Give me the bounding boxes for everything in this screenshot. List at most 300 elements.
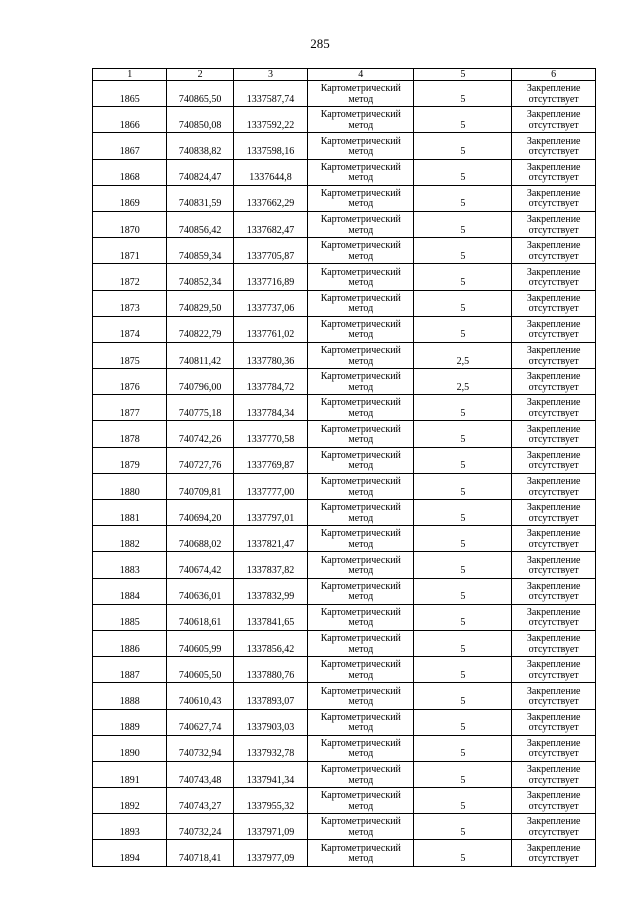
point-number-cell: 1866 (93, 107, 167, 133)
table-row (93, 709, 596, 735)
fixing-cell (512, 159, 596, 185)
method-cell-line-1: Картометрический (320, 345, 401, 357)
x-coordinate-cell: 740674,42 (167, 552, 233, 578)
method-cell-line-2: метод (348, 329, 374, 341)
fixing-cell (512, 683, 596, 709)
method-cell-line-1: Картометрический (320, 633, 401, 645)
method-cell (308, 316, 414, 342)
method-cell-line-1: Картометрический (320, 790, 401, 802)
fixing-cell (512, 500, 596, 526)
fixing-cell (512, 421, 596, 447)
fixing-cell-line-1: Закрепление (526, 580, 581, 592)
accuracy-cell: 2,5 (414, 342, 512, 368)
y-coordinate-cell: 1337598,16 (233, 133, 307, 159)
x-coordinate-cell: 740796,00 (167, 369, 233, 395)
method-cell-line-1: Картометрический (320, 842, 401, 854)
accuracy-cell: 5 (414, 735, 512, 761)
fixing-cell (512, 369, 596, 395)
method-cell-line-1: Картометрический (320, 240, 401, 252)
method-cell-line-2: метод (348, 303, 374, 315)
method-cell (308, 238, 414, 264)
method-cell (308, 342, 414, 368)
x-coordinate-cell: 740732,94 (167, 735, 233, 761)
y-coordinate-cell: 1337770,58 (233, 421, 307, 447)
table-row (93, 395, 596, 421)
accuracy-cell: 5 (414, 107, 512, 133)
method-cell (308, 133, 414, 159)
method-cell-line-2: метод (348, 172, 374, 184)
fixing-cell-line-1: Закрепление (526, 711, 581, 723)
method-cell-line-1: Картометрический (320, 449, 401, 461)
table-row (93, 107, 596, 133)
fixing-cell-line-1: Закрепление (526, 135, 581, 147)
x-coordinate-cell: 740775,18 (167, 395, 233, 421)
y-coordinate-cell: 1337903,03 (233, 709, 307, 735)
y-coordinate-cell: 1337880,76 (233, 657, 307, 683)
method-cell (308, 473, 414, 499)
accuracy-cell: 5 (414, 264, 512, 290)
method-cell-line-2: метод (348, 696, 374, 707)
fixing-cell-line-1: Закрепление (526, 371, 581, 383)
fixing-cell-line-2: отсутствует (528, 93, 579, 105)
fixing-cell (512, 107, 596, 133)
point-number-cell: 1871 (93, 238, 167, 264)
accuracy-cell: 5 (414, 421, 512, 447)
method-cell-line-1: Картометрический (320, 292, 401, 304)
fixing-cell (512, 447, 596, 473)
method-cell-line-1: Картометрический (320, 580, 401, 592)
method-cell-line-2: метод (348, 669, 374, 681)
accuracy-cell: 5 (414, 500, 512, 526)
accuracy-cell: 5 (414, 683, 512, 709)
fixing-cell (512, 657, 596, 683)
x-coordinate-cell: 740688,02 (167, 526, 233, 552)
fixing-cell-line-2: отсутствует (528, 146, 579, 158)
method-cell-line-1: Картометрический (320, 606, 401, 618)
fixing-cell-line-2: отсутствует (528, 722, 579, 734)
method-cell-line-1: Картометрический (320, 266, 401, 278)
y-coordinate-cell: 1337971,09 (233, 814, 307, 840)
table-row (93, 630, 596, 656)
fixing-cell (512, 761, 596, 787)
x-coordinate-cell: 740709,81 (167, 473, 233, 499)
y-coordinate-cell: 1337592,22 (233, 107, 307, 133)
method-cell-line-1: Картометрический (320, 711, 401, 723)
point-number-cell: 1881 (93, 500, 167, 526)
fixing-cell (512, 735, 596, 761)
fixing-cell-line-1: Закрепление (526, 842, 581, 854)
y-coordinate-cell: 1337737,06 (233, 290, 307, 316)
method-cell-line-1: Картометрический (320, 528, 401, 540)
fixing-cell-line-1: Закрепление (526, 528, 581, 540)
fixing-cell (512, 395, 596, 421)
table-row (93, 238, 596, 264)
method-cell-line-1: Картометрический (320, 659, 401, 671)
fixing-cell (512, 552, 596, 578)
x-coordinate-cell: 740732,24 (167, 814, 233, 840)
accuracy-cell: 5 (414, 290, 512, 316)
point-number-cell: 1894 (93, 840, 167, 866)
method-cell-line-2: метод (348, 512, 374, 524)
point-number-cell: 1865 (93, 81, 167, 107)
x-coordinate-cell: 740856,42 (167, 211, 233, 237)
fixing-cell (512, 342, 596, 368)
fixing-cell-line-1: Закрепление (526, 502, 581, 514)
fixing-cell (512, 788, 596, 814)
accuracy-cell: 5 (414, 814, 512, 840)
table-row (93, 578, 596, 604)
x-coordinate-cell: 740865,50 (167, 81, 233, 107)
table-body (93, 81, 596, 867)
fixing-cell (512, 473, 596, 499)
method-cell-line-2: метод (348, 198, 374, 210)
point-number-cell: 1886 (93, 630, 167, 656)
accuracy-cell: 5 (414, 526, 512, 552)
method-cell (308, 604, 414, 630)
x-coordinate-cell: 740822,79 (167, 316, 233, 342)
method-cell (308, 552, 414, 578)
fixing-cell-line-1: Закрепление (526, 449, 581, 461)
fixing-cell-line-2: отсутствует (528, 538, 579, 550)
y-coordinate-cell: 1337784,34 (233, 395, 307, 421)
fixing-cell-line-1: Закрепление (526, 266, 581, 278)
method-cell-line-2: метод (348, 277, 374, 288)
fixing-cell-line-2: отсутствует (528, 826, 579, 838)
table-row (93, 683, 596, 709)
method-cell-line-2: метод (348, 800, 374, 812)
accuracy-cell: 5 (414, 788, 512, 814)
fixing-cell-line-2: отсутствует (528, 696, 579, 707)
x-coordinate-cell: 740811,42 (167, 342, 233, 368)
x-coordinate-cell: 740636,01 (167, 578, 233, 604)
y-coordinate-cell: 1337644,8 (233, 159, 307, 185)
fixing-cell-line-1: Закрепление (526, 214, 581, 226)
method-cell (308, 290, 414, 316)
fixing-cell-line-2: отсутствует (528, 303, 579, 315)
point-number-cell: 1891 (93, 761, 167, 787)
x-coordinate-cell: 740743,48 (167, 761, 233, 787)
table-row (93, 290, 596, 316)
fixing-cell (512, 604, 596, 630)
x-coordinate-cell: 740605,99 (167, 630, 233, 656)
y-coordinate-cell: 1337955,32 (233, 788, 307, 814)
table-row (93, 447, 596, 473)
fixing-cell-line-1: Закрепление (526, 659, 581, 671)
fixing-cell (512, 814, 596, 840)
method-cell (308, 630, 414, 656)
x-coordinate-cell: 740831,59 (167, 185, 233, 211)
point-number-cell: 1874 (93, 316, 167, 342)
point-number-cell: 1885 (93, 604, 167, 630)
method-cell-line-2: метод (348, 853, 374, 865)
x-coordinate-cell: 740610,43 (167, 683, 233, 709)
x-coordinate-cell: 740718,41 (167, 840, 233, 866)
method-cell-line-1: Картометрический (320, 502, 401, 514)
method-cell-line-1: Картометрический (320, 397, 401, 409)
fixing-cell-line-1: Закрепление (526, 292, 581, 304)
fixing-cell-line-2: отсутствует (528, 119, 579, 131)
table-row (93, 604, 596, 630)
accuracy-cell: 5 (414, 657, 512, 683)
fixing-cell-line-1: Закрепление (526, 790, 581, 802)
fixing-cell-line-1: Закрепление (526, 83, 581, 95)
table-row (93, 788, 596, 814)
table-row (93, 657, 596, 683)
method-cell-line-2: метод (348, 774, 374, 786)
method-cell (308, 500, 414, 526)
point-number-cell: 1873 (93, 290, 167, 316)
accuracy-cell: 5 (414, 159, 512, 185)
accuracy-cell: 5 (414, 133, 512, 159)
y-coordinate-cell: 1337832,99 (233, 578, 307, 604)
method-cell-line-2: метод (348, 434, 374, 446)
method-cell (308, 369, 414, 395)
fixing-cell (512, 709, 596, 735)
table-row (93, 342, 596, 368)
fixing-cell-line-2: отсутствует (528, 669, 579, 681)
fixing-cell (512, 211, 596, 237)
fixing-cell-line-1: Закрепление (526, 737, 581, 749)
accuracy-cell: 5 (414, 185, 512, 211)
y-coordinate-cell: 1337705,87 (233, 238, 307, 264)
method-cell (308, 657, 414, 683)
accuracy-cell: 2,5 (414, 369, 512, 395)
table-row (93, 814, 596, 840)
method-cell-line-2: метод (348, 826, 374, 838)
fixing-cell (512, 185, 596, 211)
fixing-cell-line-2: отсутствует (528, 565, 579, 577)
fixing-cell (512, 630, 596, 656)
x-coordinate-cell: 740727,76 (167, 447, 233, 473)
fixing-cell-line-2: отсутствует (528, 329, 579, 341)
fixing-cell-line-1: Закрепление (526, 397, 581, 409)
table-row (93, 159, 596, 185)
point-number-cell: 1889 (93, 709, 167, 735)
fixing-cell (512, 578, 596, 604)
fixing-cell-line-1: Закрепление (526, 318, 581, 330)
accuracy-cell: 5 (414, 238, 512, 264)
point-number-cell: 1869 (93, 185, 167, 211)
fixing-cell-line-2: отсутствует (528, 774, 579, 786)
method-cell (308, 264, 414, 290)
method-cell-line-2: метод (348, 355, 374, 367)
method-cell (308, 761, 414, 787)
method-cell (308, 107, 414, 133)
y-coordinate-cell: 1337941,34 (233, 761, 307, 787)
method-cell-line-2: метод (348, 146, 374, 158)
accuracy-cell: 5 (414, 447, 512, 473)
y-coordinate-cell: 1337856,42 (233, 630, 307, 656)
point-number-cell: 1882 (93, 526, 167, 552)
accuracy-cell: 5 (414, 211, 512, 237)
accuracy-cell: 5 (414, 709, 512, 735)
accuracy-cell: 5 (414, 473, 512, 499)
fixing-cell-line-1: Закрепление (526, 633, 581, 645)
page-number: 285 (310, 36, 330, 51)
point-number-cell: 1883 (93, 552, 167, 578)
method-cell-line-1: Картометрический (320, 214, 401, 226)
fixing-cell-line-1: Закрепление (526, 554, 581, 566)
accuracy-cell: 5 (414, 630, 512, 656)
fixing-cell-line-1: Закрепление (526, 240, 581, 252)
point-number-cell: 1880 (93, 473, 167, 499)
header-cell-1: 1 (93, 69, 167, 81)
fixing-cell-line-2: отсутствует (528, 748, 579, 760)
point-number-cell: 1872 (93, 264, 167, 290)
header-cell-6: 6 (512, 69, 596, 81)
x-coordinate-cell: 740838,82 (167, 133, 233, 159)
y-coordinate-cell: 1337841,65 (233, 604, 307, 630)
method-cell (308, 159, 414, 185)
method-cell (308, 526, 414, 552)
header-cell-2: 2 (167, 69, 233, 81)
accuracy-cell: 5 (414, 316, 512, 342)
method-cell-line-1: Картометрический (320, 737, 401, 749)
accuracy-cell: 5 (414, 81, 512, 107)
table-row (93, 735, 596, 761)
method-cell (308, 788, 414, 814)
y-coordinate-cell: 1337716,89 (233, 264, 307, 290)
y-coordinate-cell: 1337769,87 (233, 447, 307, 473)
header-row (93, 69, 596, 81)
method-cell-line-1: Картометрический (320, 187, 401, 199)
point-number-cell: 1876 (93, 369, 167, 395)
method-cell-line-2: метод (348, 617, 374, 629)
y-coordinate-cell: 1337797,01 (233, 500, 307, 526)
method-cell-line-1: Картометрический (320, 161, 401, 173)
table-row (93, 369, 596, 395)
coordinates-table (92, 68, 596, 867)
method-cell-line-2: метод (348, 486, 374, 498)
fixing-cell-line-1: Закрепление (526, 685, 581, 697)
fixing-cell-line-2: отсутствует (528, 486, 579, 498)
fixing-cell-line-1: Закрепление (526, 109, 581, 121)
y-coordinate-cell: 1337682,47 (233, 211, 307, 237)
x-coordinate-cell: 740850,08 (167, 107, 233, 133)
table-row (93, 316, 596, 342)
method-cell-line-2: метод (348, 381, 374, 393)
y-coordinate-cell: 1337587,74 (233, 81, 307, 107)
fixing-cell-line-2: отсутствует (528, 224, 579, 236)
table-header (93, 69, 596, 81)
fixing-cell-line-2: отсутствует (528, 512, 579, 524)
point-number-cell: 1887 (93, 657, 167, 683)
accuracy-cell: 5 (414, 552, 512, 578)
method-cell-line-1: Картометрический (320, 764, 401, 776)
header-cell-5: 5 (414, 69, 512, 81)
table-row (93, 264, 596, 290)
table-row (93, 552, 596, 578)
table-row (93, 473, 596, 499)
x-coordinate-cell: 740829,50 (167, 290, 233, 316)
method-cell-line-2: метод (348, 538, 374, 550)
fixing-cell-line-1: Закрепление (526, 187, 581, 199)
method-cell-line-1: Картометрический (320, 318, 401, 330)
point-number-cell: 1892 (93, 788, 167, 814)
y-coordinate-cell: 1337784,72 (233, 369, 307, 395)
method-cell (308, 447, 414, 473)
method-cell-line-2: метод (348, 722, 374, 734)
y-coordinate-cell: 1337837,82 (233, 552, 307, 578)
method-cell-line-1: Картометрический (320, 135, 401, 147)
fixing-cell-line-2: отсутствует (528, 434, 579, 446)
fixing-cell-line-1: Закрепление (526, 816, 581, 828)
method-cell-line-1: Картометрический (320, 423, 401, 435)
method-cell (308, 814, 414, 840)
point-number-cell: 1893 (93, 814, 167, 840)
y-coordinate-cell: 1337777,00 (233, 473, 307, 499)
method-cell-line-2: метод (348, 93, 374, 105)
table-row (93, 81, 596, 107)
method-cell-line-2: метод (348, 224, 374, 236)
x-coordinate-cell: 740605,50 (167, 657, 233, 683)
fixing-cell-line-1: Закрепление (526, 606, 581, 618)
method-cell-line-2: метод (348, 565, 374, 577)
point-number-cell: 1888 (93, 683, 167, 709)
y-coordinate-cell: 1337932,78 (233, 735, 307, 761)
header-cell-3: 3 (233, 69, 307, 81)
accuracy-cell: 5 (414, 761, 512, 787)
method-cell (308, 211, 414, 237)
fixing-cell-line-2: отсутствует (528, 591, 579, 603)
x-coordinate-cell: 740824,47 (167, 159, 233, 185)
table-row (93, 133, 596, 159)
fixing-cell-line-2: отсутствует (528, 172, 579, 184)
fixing-cell (512, 526, 596, 552)
y-coordinate-cell: 1337662,29 (233, 185, 307, 211)
fixing-cell-line-2: отсутствует (528, 407, 579, 419)
method-cell (308, 81, 414, 107)
y-coordinate-cell: 1337977,09 (233, 840, 307, 866)
method-cell-line-1: Картометрический (320, 371, 401, 383)
point-number-cell: 1868 (93, 159, 167, 185)
fixing-cell-line-1: Закрепление (526, 423, 581, 435)
point-number-cell: 1879 (93, 447, 167, 473)
method-cell-line-1: Картометрический (320, 109, 401, 121)
fixing-cell-line-1: Закрепление (526, 161, 581, 173)
table-row (93, 761, 596, 787)
table-row (93, 421, 596, 447)
x-coordinate-cell: 740852,34 (167, 264, 233, 290)
x-coordinate-cell: 740742,26 (167, 421, 233, 447)
y-coordinate-cell: 1337821,47 (233, 526, 307, 552)
x-coordinate-cell: 740618,61 (167, 604, 233, 630)
fixing-cell-line-1: Закрепление (526, 345, 581, 357)
method-cell-line-2: метод (348, 407, 374, 419)
method-cell (308, 709, 414, 735)
method-cell-line-2: метод (348, 591, 374, 603)
method-cell-line-1: Картометрический (320, 83, 401, 95)
fixing-cell-line-2: отсутствует (528, 853, 579, 865)
fixing-cell-line-2: отсутствует (528, 277, 579, 288)
table-row (93, 526, 596, 552)
table-row (93, 211, 596, 237)
fixing-cell (512, 238, 596, 264)
y-coordinate-cell: 1337893,07 (233, 683, 307, 709)
fixing-cell-line-2: отсутствует (528, 198, 579, 210)
fixing-cell (512, 840, 596, 866)
fixing-cell-line-1: Закрепление (526, 764, 581, 776)
method-cell (308, 578, 414, 604)
fixing-cell (512, 133, 596, 159)
accuracy-cell: 5 (414, 840, 512, 866)
method-cell (308, 421, 414, 447)
method-cell (308, 735, 414, 761)
method-cell-line-2: метод (348, 119, 374, 131)
header-cell-4: 4 (308, 69, 414, 81)
method-cell-line-2: метод (348, 643, 374, 655)
point-number-cell: 1870 (93, 211, 167, 237)
